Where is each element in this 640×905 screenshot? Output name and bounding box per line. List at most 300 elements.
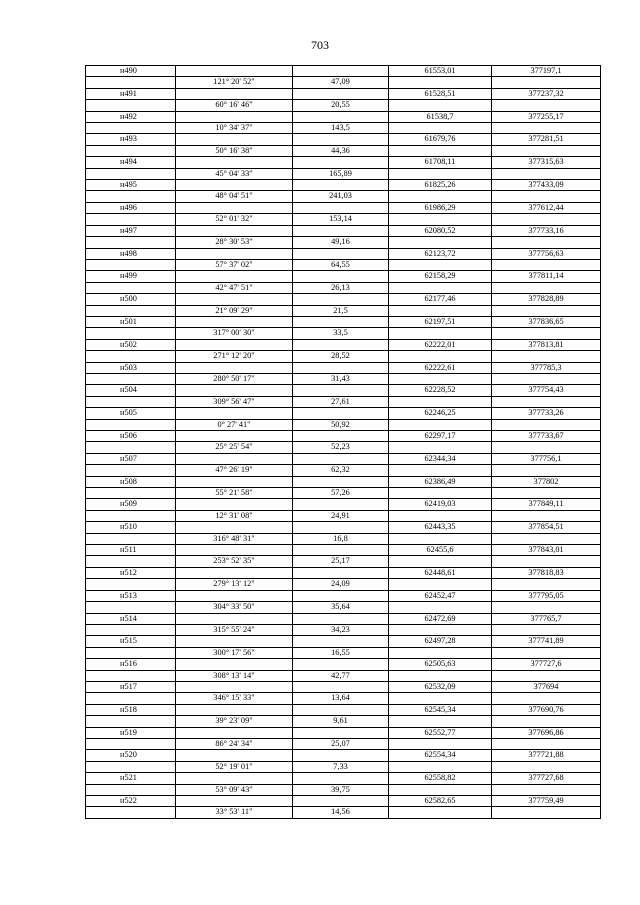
point-name-cell: н516 xyxy=(86,659,176,670)
empty-cell xyxy=(389,465,492,476)
distance-cell: 165,89 xyxy=(293,168,389,179)
y-coordinate-cell: 377612,44 xyxy=(492,202,601,213)
distance-cell: 31,43 xyxy=(293,373,389,384)
point-row xyxy=(86,225,601,236)
empty-cell xyxy=(176,431,293,442)
direction-angle-cell: 55° 21' 58" xyxy=(176,488,293,499)
point-row xyxy=(86,590,601,601)
distance-cell: 13,64 xyxy=(293,693,389,704)
y-coordinate-cell: 377802 xyxy=(492,476,601,487)
empty-cell xyxy=(389,373,492,384)
empty-cell xyxy=(389,442,492,453)
x-coordinate-cell: 61553,01 xyxy=(389,66,492,77)
x-coordinate-cell: 62158,29 xyxy=(389,271,492,282)
point-name-cell: н520 xyxy=(86,750,176,761)
empty-cell xyxy=(389,807,492,818)
distance-cell: 57,26 xyxy=(293,488,389,499)
point-row xyxy=(86,522,601,533)
x-coordinate-cell: 62386,49 xyxy=(389,476,492,487)
direction-angle-cell: 0° 27' 41" xyxy=(176,419,293,430)
direction-angle-cell: 271° 12' 20" xyxy=(176,351,293,362)
empty-cell xyxy=(389,351,492,362)
empty-cell xyxy=(492,237,601,248)
empty-cell xyxy=(389,419,492,430)
empty-cell xyxy=(389,396,492,407)
distance-cell: 14,56 xyxy=(293,807,389,818)
y-coordinate-cell: 377197,1 xyxy=(492,66,601,77)
distance-cell: 27,61 xyxy=(293,396,389,407)
y-coordinate-cell: 377433,09 xyxy=(492,180,601,191)
empty-cell xyxy=(293,157,389,168)
empty-cell xyxy=(86,123,176,134)
x-coordinate-cell: 62455,6 xyxy=(389,545,492,556)
direction-angle-cell: 57° 37' 02" xyxy=(176,259,293,270)
point-name-cell: н522 xyxy=(86,796,176,807)
empty-cell xyxy=(176,111,293,122)
empty-cell xyxy=(86,191,176,202)
segment-row xyxy=(86,77,601,88)
empty-cell xyxy=(176,590,293,601)
empty-cell xyxy=(389,761,492,772)
direction-angle-cell: 48° 04' 51" xyxy=(176,191,293,202)
point-name-cell: н512 xyxy=(86,567,176,578)
x-coordinate-cell: 61708,11 xyxy=(389,157,492,168)
empty-cell xyxy=(492,579,601,590)
point-name-cell: н505 xyxy=(86,408,176,419)
direction-angle-cell: 52° 19' 01" xyxy=(176,761,293,772)
empty-cell xyxy=(492,214,601,225)
direction-angle-cell: 25° 25' 54" xyxy=(176,442,293,453)
x-coordinate-cell: 62582,65 xyxy=(389,796,492,807)
point-name-cell: н515 xyxy=(86,636,176,647)
empty-cell xyxy=(293,453,389,464)
segment-row xyxy=(86,305,601,316)
empty-cell xyxy=(86,419,176,430)
distance-cell: 35,64 xyxy=(293,602,389,613)
segment-row xyxy=(86,465,601,476)
empty-cell xyxy=(176,134,293,145)
empty-cell xyxy=(176,613,293,624)
distance-cell: 33,5 xyxy=(293,328,389,339)
empty-cell xyxy=(176,704,293,715)
point-row xyxy=(86,453,601,464)
empty-cell xyxy=(492,807,601,818)
empty-cell xyxy=(293,499,389,510)
empty-cell xyxy=(86,373,176,384)
empty-cell xyxy=(176,385,293,396)
empty-cell xyxy=(389,716,492,727)
segment-row xyxy=(86,579,601,590)
empty-cell xyxy=(293,66,389,77)
empty-cell xyxy=(293,294,389,305)
point-row xyxy=(86,111,601,122)
direction-angle-cell: 300° 17' 56" xyxy=(176,647,293,658)
point-name-cell: н503 xyxy=(86,362,176,373)
direction-angle-cell: 315° 55' 24" xyxy=(176,624,293,635)
empty-cell xyxy=(492,670,601,681)
empty-cell xyxy=(492,693,601,704)
y-coordinate-cell: 377696,86 xyxy=(492,727,601,738)
distance-cell: 16,55 xyxy=(293,647,389,658)
empty-cell xyxy=(176,453,293,464)
distance-cell: 21,5 xyxy=(293,305,389,316)
distance-cell: 7,33 xyxy=(293,761,389,772)
page-number: 703 xyxy=(311,38,329,52)
segment-row xyxy=(86,624,601,635)
empty-cell xyxy=(176,339,293,350)
empty-cell xyxy=(492,351,601,362)
y-coordinate-cell: 377849,11 xyxy=(492,499,601,510)
distance-cell: 26,13 xyxy=(293,282,389,293)
empty-cell xyxy=(492,259,601,270)
direction-angle-cell: 317° 00' 30" xyxy=(176,328,293,339)
y-coordinate-cell: 377741,89 xyxy=(492,636,601,647)
empty-cell xyxy=(176,522,293,533)
point-row xyxy=(86,681,601,692)
empty-cell xyxy=(86,168,176,179)
empty-cell xyxy=(293,750,389,761)
x-coordinate-cell: 62532,09 xyxy=(389,681,492,692)
empty-cell xyxy=(492,282,601,293)
empty-cell xyxy=(176,202,293,213)
point-row xyxy=(86,659,601,670)
empty-cell xyxy=(176,316,293,327)
segment-row xyxy=(86,168,601,179)
distance-cell: 64,55 xyxy=(293,259,389,270)
distance-cell: 39,75 xyxy=(293,784,389,795)
empty-cell xyxy=(176,294,293,305)
segment-row xyxy=(86,716,601,727)
point-name-cell: н491 xyxy=(86,88,176,99)
x-coordinate-cell: 61528,51 xyxy=(389,88,492,99)
empty-cell xyxy=(176,66,293,77)
distance-cell: 50,92 xyxy=(293,419,389,430)
point-row xyxy=(86,545,601,556)
segment-row xyxy=(86,145,601,156)
empty-cell xyxy=(492,100,601,111)
empty-cell xyxy=(86,145,176,156)
empty-cell xyxy=(293,202,389,213)
segment-row xyxy=(86,670,601,681)
x-coordinate-cell: 62123,72 xyxy=(389,248,492,259)
distance-cell: 24,91 xyxy=(293,510,389,521)
distance-cell: 44,36 xyxy=(293,145,389,156)
segment-row xyxy=(86,214,601,225)
empty-cell xyxy=(86,807,176,818)
distance-cell: 34,23 xyxy=(293,624,389,635)
x-coordinate-cell: 62558,82 xyxy=(389,773,492,784)
empty-cell xyxy=(389,237,492,248)
segment-row xyxy=(86,556,601,567)
x-coordinate-cell: 61538,7 xyxy=(389,111,492,122)
y-coordinate-cell: 377733,67 xyxy=(492,431,601,442)
point-name-cell: н494 xyxy=(86,157,176,168)
direction-angle-cell: 346° 15' 33" xyxy=(176,693,293,704)
segment-row xyxy=(86,602,601,613)
empty-cell xyxy=(293,271,389,282)
empty-cell xyxy=(293,567,389,578)
empty-cell xyxy=(293,613,389,624)
empty-cell xyxy=(176,499,293,510)
point-row xyxy=(86,294,601,305)
empty-cell xyxy=(176,362,293,373)
point-row xyxy=(86,339,601,350)
point-name-cell: н497 xyxy=(86,225,176,236)
segment-row xyxy=(86,807,601,818)
empty-cell xyxy=(86,533,176,544)
empty-cell xyxy=(293,134,389,145)
segment-row xyxy=(86,533,601,544)
empty-cell xyxy=(293,362,389,373)
segment-row xyxy=(86,647,601,658)
empty-cell xyxy=(86,579,176,590)
direction-angle-cell: 21° 09' 29" xyxy=(176,305,293,316)
empty-cell xyxy=(293,431,389,442)
direction-angle-cell: 316° 48' 31" xyxy=(176,533,293,544)
x-coordinate-cell: 62443,35 xyxy=(389,522,492,533)
empty-cell xyxy=(176,727,293,738)
y-coordinate-cell: 377813,81 xyxy=(492,339,601,350)
y-coordinate-cell: 377765,7 xyxy=(492,613,601,624)
empty-cell xyxy=(86,77,176,88)
empty-cell xyxy=(86,624,176,635)
empty-cell xyxy=(492,145,601,156)
point-name-cell: н500 xyxy=(86,294,176,305)
point-row xyxy=(86,499,601,510)
point-name-cell: н501 xyxy=(86,316,176,327)
empty-cell xyxy=(86,214,176,225)
point-row xyxy=(86,408,601,419)
empty-cell xyxy=(86,556,176,567)
segment-row xyxy=(86,282,601,293)
direction-angle-cell: 309° 56' 47" xyxy=(176,396,293,407)
x-coordinate-cell: 62222,01 xyxy=(389,339,492,350)
point-name-cell: н499 xyxy=(86,271,176,282)
distance-cell: 24,09 xyxy=(293,579,389,590)
empty-cell xyxy=(389,533,492,544)
distance-cell: 25,07 xyxy=(293,738,389,749)
empty-cell xyxy=(389,647,492,658)
segment-row xyxy=(86,191,601,202)
point-name-cell: н508 xyxy=(86,476,176,487)
empty-cell xyxy=(492,624,601,635)
point-name-cell: н495 xyxy=(86,180,176,191)
direction-angle-cell: 12° 31' 08" xyxy=(176,510,293,521)
x-coordinate-cell: 61825,26 xyxy=(389,180,492,191)
distance-cell: 28,52 xyxy=(293,351,389,362)
y-coordinate-cell: 377733,26 xyxy=(492,408,601,419)
point-row xyxy=(86,431,601,442)
empty-cell xyxy=(293,408,389,419)
point-name-cell: н511 xyxy=(86,545,176,556)
empty-cell xyxy=(389,168,492,179)
segment-row xyxy=(86,396,601,407)
point-row xyxy=(86,316,601,327)
empty-cell xyxy=(293,636,389,647)
y-coordinate-cell: 377854,51 xyxy=(492,522,601,533)
y-coordinate-cell: 377315,63 xyxy=(492,157,601,168)
empty-cell xyxy=(86,305,176,316)
point-row xyxy=(86,476,601,487)
empty-cell xyxy=(176,659,293,670)
segment-row xyxy=(86,259,601,270)
empty-cell xyxy=(389,282,492,293)
distance-cell: 42,77 xyxy=(293,670,389,681)
x-coordinate-cell: 62228,52 xyxy=(389,385,492,396)
direction-angle-cell: 39° 23' 09" xyxy=(176,716,293,727)
empty-cell xyxy=(492,168,601,179)
segment-row xyxy=(86,328,601,339)
empty-cell xyxy=(293,339,389,350)
distance-cell: 25,17 xyxy=(293,556,389,567)
point-name-cell: н519 xyxy=(86,727,176,738)
empty-cell xyxy=(389,579,492,590)
empty-cell xyxy=(492,647,601,658)
empty-cell xyxy=(293,727,389,738)
empty-cell xyxy=(86,488,176,499)
point-name-cell: н518 xyxy=(86,704,176,715)
point-row xyxy=(86,636,601,647)
point-row xyxy=(86,88,601,99)
segment-row xyxy=(86,123,601,134)
segment-row xyxy=(86,693,601,704)
empty-cell xyxy=(492,784,601,795)
direction-angle-cell: 279° 13' 12" xyxy=(176,579,293,590)
direction-angle-cell: 53° 09' 43" xyxy=(176,784,293,795)
empty-cell xyxy=(389,784,492,795)
empty-cell xyxy=(86,647,176,658)
point-name-cell: н506 xyxy=(86,431,176,442)
x-coordinate-cell: 62448,61 xyxy=(389,567,492,578)
empty-cell xyxy=(293,659,389,670)
empty-cell xyxy=(293,545,389,556)
empty-cell xyxy=(492,556,601,567)
y-coordinate-cell: 377828,89 xyxy=(492,294,601,305)
segment-row xyxy=(86,351,601,362)
y-coordinate-cell: 377756,1 xyxy=(492,453,601,464)
direction-angle-cell: 86° 24' 34" xyxy=(176,738,293,749)
empty-cell xyxy=(389,624,492,635)
x-coordinate-cell: 62419,03 xyxy=(389,499,492,510)
direction-angle-cell: 308° 13' 14" xyxy=(176,670,293,681)
direction-angle-cell: 280° 50' 17" xyxy=(176,373,293,384)
empty-cell xyxy=(389,488,492,499)
empty-cell xyxy=(293,88,389,99)
direction-angle-cell: 121° 20' 52" xyxy=(176,77,293,88)
point-name-cell: н510 xyxy=(86,522,176,533)
point-name-cell: н502 xyxy=(86,339,176,350)
point-row xyxy=(86,271,601,282)
empty-cell xyxy=(492,442,601,453)
point-row xyxy=(86,727,601,738)
empty-cell xyxy=(492,328,601,339)
x-coordinate-cell: 62452,47 xyxy=(389,590,492,601)
point-row xyxy=(86,750,601,761)
x-coordinate-cell: 62080,52 xyxy=(389,225,492,236)
direction-angle-cell: 45° 04' 33" xyxy=(176,168,293,179)
y-coordinate-cell: 377754,43 xyxy=(492,385,601,396)
empty-cell xyxy=(389,145,492,156)
empty-cell xyxy=(86,100,176,111)
empty-cell xyxy=(176,248,293,259)
direction-angle-cell: 28° 30' 53" xyxy=(176,237,293,248)
empty-cell xyxy=(176,88,293,99)
empty-cell xyxy=(86,237,176,248)
distance-cell: 16,8 xyxy=(293,533,389,544)
point-name-cell: н492 xyxy=(86,111,176,122)
point-row xyxy=(86,362,601,373)
x-coordinate-cell: 61679,76 xyxy=(389,134,492,145)
empty-cell xyxy=(389,123,492,134)
empty-cell xyxy=(176,180,293,191)
empty-cell xyxy=(492,716,601,727)
direction-angle-cell: 50° 16' 38" xyxy=(176,145,293,156)
empty-cell xyxy=(86,510,176,521)
point-row xyxy=(86,385,601,396)
direction-angle-cell: 47° 26' 19" xyxy=(176,465,293,476)
x-coordinate-cell: 62177,46 xyxy=(389,294,492,305)
distance-cell: 241,03 xyxy=(293,191,389,202)
distance-cell: 153,14 xyxy=(293,214,389,225)
empty-cell xyxy=(176,750,293,761)
empty-cell xyxy=(492,533,601,544)
empty-cell xyxy=(176,773,293,784)
distance-cell: 52,23 xyxy=(293,442,389,453)
empty-cell xyxy=(293,590,389,601)
point-name-cell: н521 xyxy=(86,773,176,784)
x-coordinate-cell: 62472,69 xyxy=(389,613,492,624)
empty-cell xyxy=(389,100,492,111)
segment-row xyxy=(86,738,601,749)
point-row xyxy=(86,157,601,168)
empty-cell xyxy=(293,773,389,784)
empty-cell xyxy=(293,248,389,259)
empty-cell xyxy=(176,681,293,692)
empty-cell xyxy=(176,796,293,807)
empty-cell xyxy=(86,716,176,727)
point-name-cell: н507 xyxy=(86,453,176,464)
empty-cell xyxy=(293,316,389,327)
y-coordinate-cell: 377237,32 xyxy=(492,88,601,99)
empty-cell xyxy=(389,191,492,202)
empty-cell xyxy=(492,373,601,384)
empty-cell xyxy=(492,77,601,88)
segment-row xyxy=(86,237,601,248)
point-row xyxy=(86,567,601,578)
distance-cell: 143,5 xyxy=(293,123,389,134)
y-coordinate-cell: 377727,68 xyxy=(492,773,601,784)
coordinates-table-body xyxy=(86,66,601,819)
segment-row xyxy=(86,419,601,430)
empty-cell xyxy=(492,123,601,134)
point-name-cell: н504 xyxy=(86,385,176,396)
empty-cell xyxy=(492,488,601,499)
empty-cell xyxy=(86,670,176,681)
direction-angle-cell: 60° 16' 46" xyxy=(176,100,293,111)
empty-cell xyxy=(389,738,492,749)
empty-cell xyxy=(293,385,389,396)
empty-cell xyxy=(176,636,293,647)
empty-cell xyxy=(389,259,492,270)
y-coordinate-cell: 377756,63 xyxy=(492,248,601,259)
distance-cell: 62,32 xyxy=(293,465,389,476)
empty-cell xyxy=(86,784,176,795)
empty-cell xyxy=(492,510,601,521)
point-row xyxy=(86,180,601,191)
empty-cell xyxy=(86,465,176,476)
segment-row xyxy=(86,488,601,499)
segment-row xyxy=(86,761,601,772)
